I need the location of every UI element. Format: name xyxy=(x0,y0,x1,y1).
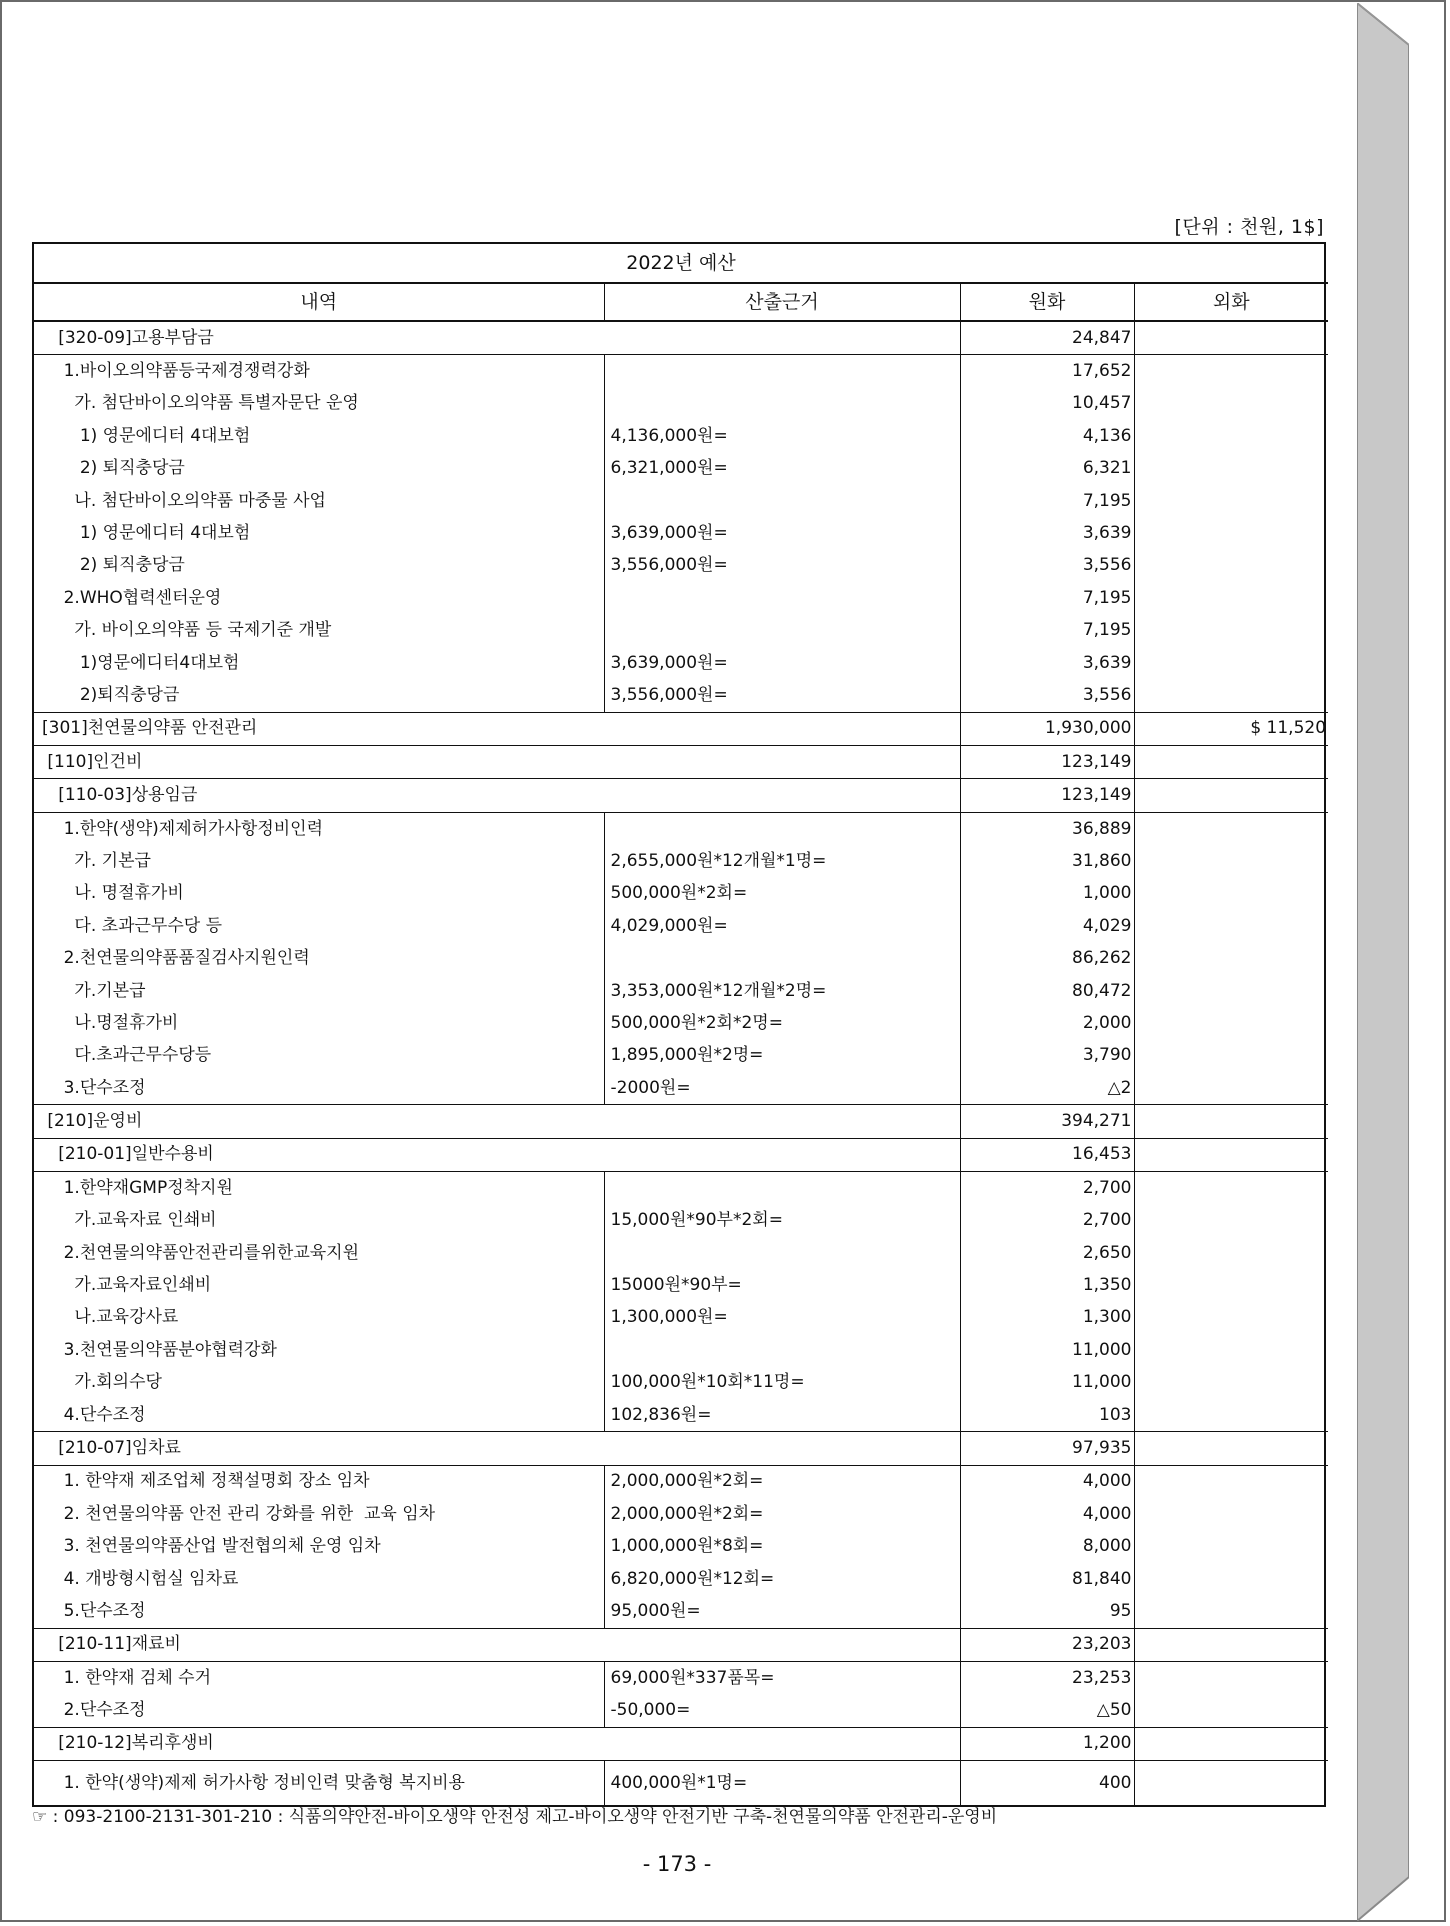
table-row xyxy=(34,975,1328,1007)
basis-cell xyxy=(604,1237,960,1269)
foreign-amount-cell xyxy=(1134,1595,1328,1628)
table-row xyxy=(34,1138,1328,1171)
table-row xyxy=(34,679,1328,712)
basis-cell: 4,136,000원= xyxy=(604,420,960,452)
table-row xyxy=(34,420,1328,452)
foreign-amount-cell xyxy=(1134,1072,1328,1105)
foreign-amount-cell xyxy=(1134,1563,1328,1595)
item-cell: 가. 바이오의약품 등 국제기준 개발 xyxy=(34,615,604,647)
foreign-amount-cell xyxy=(1134,910,1328,942)
krw-amount-cell: 4,136 xyxy=(960,420,1134,452)
basis-cell: 3,556,000원= xyxy=(604,679,960,712)
item-cell: 3.단수조정 xyxy=(34,1072,604,1105)
foreign-amount-cell xyxy=(1134,1465,1328,1498)
table-title: 2022년 예산 xyxy=(34,244,1328,283)
basis-cell xyxy=(604,615,960,647)
basis-cell: 2,655,000원*12개월*1명= xyxy=(604,845,960,877)
basis-cell: 15000원*90부= xyxy=(604,1269,960,1301)
item-cell: 3. 천연물의약품산업 발전협의체 운영 임차 xyxy=(34,1530,604,1562)
foreign-amount-cell xyxy=(1134,517,1328,549)
item-cell: 2) 퇴직충당금 xyxy=(34,550,604,582)
table-row xyxy=(34,355,1328,388)
basis-cell: 102,836원= xyxy=(604,1399,960,1432)
table-row xyxy=(34,1595,1328,1628)
basis-cell: 2,000,000원*2회= xyxy=(604,1498,960,1530)
krw-amount-cell: 7,195 xyxy=(960,615,1134,647)
item-cell: 다. 초과근무수당 등 xyxy=(34,910,604,942)
krw-amount-cell: 2,000 xyxy=(960,1007,1134,1039)
basis-cell: 95,000원= xyxy=(604,1595,960,1628)
krw-amount-cell: 7,195 xyxy=(960,485,1134,517)
basis-cell xyxy=(604,355,960,388)
table-row xyxy=(34,453,1328,485)
foreign-amount-cell xyxy=(1134,615,1328,647)
table-row xyxy=(34,1432,1328,1465)
krw-amount-cell: △50 xyxy=(960,1694,1134,1727)
krw-amount-cell: 3,556 xyxy=(960,550,1134,582)
krw-amount-cell: 97,935 xyxy=(960,1432,1134,1465)
foreign-amount-cell xyxy=(1134,1399,1328,1432)
basis-cell: 3,639,000원= xyxy=(604,647,960,679)
foreign-amount-cell xyxy=(1134,321,1328,355)
item-cell: [110-03]상용임금 xyxy=(34,779,960,812)
item-cell: 1.바이오의약품등국제경쟁력강화 xyxy=(34,355,604,388)
table-row xyxy=(34,1205,1328,1237)
unit-label: [단위 : 천원, 1$] xyxy=(1174,216,1324,238)
krw-amount-cell: 11,000 xyxy=(960,1334,1134,1366)
table-row xyxy=(34,1334,1328,1366)
table-row xyxy=(34,910,1328,942)
table-row xyxy=(34,845,1328,877)
item-cell: 2. 천연물의약품 안전 관리 강화를 위한 교육 임차 xyxy=(34,1498,604,1530)
krw-amount-cell: 394,271 xyxy=(960,1105,1134,1138)
table-row xyxy=(34,1007,1328,1039)
basis-cell: 1,000,000원*8회= xyxy=(604,1530,960,1562)
item-cell: [210-12]복리후생비 xyxy=(34,1727,960,1760)
basis-cell xyxy=(604,1172,960,1205)
krw-amount-cell: 1,350 xyxy=(960,1269,1134,1301)
basis-cell xyxy=(604,942,960,974)
krw-amount-cell: 10,457 xyxy=(960,388,1134,420)
item-cell: 1) 영문에디터 4대보험 xyxy=(34,517,604,549)
item-cell: 나. 명절휴가비 xyxy=(34,878,604,910)
basis-cell: 3,556,000원= xyxy=(604,550,960,582)
page-stack-edge xyxy=(1357,3,1409,1921)
krw-amount-cell: △2 xyxy=(960,1072,1134,1105)
item-cell: 나.교육강사료 xyxy=(34,1302,604,1334)
item-cell: 2.천연물의약품품질검사지원인력 xyxy=(34,942,604,974)
basis-cell: -2000원= xyxy=(604,1072,960,1105)
item-cell: 2) 퇴직충당금 xyxy=(34,453,604,485)
item-cell: 가. 기본급 xyxy=(34,845,604,877)
krw-amount-cell: 1,930,000 xyxy=(960,712,1134,745)
table-row xyxy=(34,1367,1328,1399)
item-cell: 1)영문에디터4대보험 xyxy=(34,647,604,679)
foreign-amount-cell xyxy=(1134,550,1328,582)
item-cell: 1.한약재GMP정착지원 xyxy=(34,1172,604,1205)
item-cell: [210-11]재료비 xyxy=(34,1628,960,1661)
krw-amount-cell: 4,000 xyxy=(960,1465,1134,1498)
krw-amount-cell: 2,650 xyxy=(960,1237,1134,1269)
table-row xyxy=(34,1628,1328,1661)
krw-amount-cell: 23,253 xyxy=(960,1662,1134,1695)
table-row xyxy=(34,517,1328,549)
table-row xyxy=(34,1269,1328,1301)
table-row xyxy=(34,1399,1328,1432)
krw-amount-cell: 4,000 xyxy=(960,1498,1134,1530)
table-row xyxy=(34,1727,1328,1760)
budget-code-footnote: ☞ : 093-2100-2131-301-210 : 식품의약안전-바이오생약 안전성 제고-바이오생약 안전기반 구축-천연물의약품 안전관리-운영비 xyxy=(32,1807,998,1827)
table-row xyxy=(34,1761,1328,1806)
item-cell: 5.단수조정 xyxy=(34,1595,604,1628)
foreign-amount-cell xyxy=(1134,1498,1328,1530)
basis-cell xyxy=(604,485,960,517)
foreign-amount-cell xyxy=(1134,1432,1328,1465)
basis-cell: 4,029,000원= xyxy=(604,910,960,942)
table-row xyxy=(34,1530,1328,1562)
table-row xyxy=(34,942,1328,974)
krw-amount-cell: 400 xyxy=(960,1761,1134,1806)
item-cell: 가.기본급 xyxy=(34,975,604,1007)
table-row xyxy=(34,1465,1328,1498)
item-cell: [210-07]임차료 xyxy=(34,1432,960,1465)
item-cell: 4.단수조정 xyxy=(34,1399,604,1432)
table-row xyxy=(34,1237,1328,1269)
foreign-amount-cell xyxy=(1134,1205,1328,1237)
basis-cell: 100,000원*10회*11명= xyxy=(604,1367,960,1399)
table-row xyxy=(34,1662,1328,1695)
item-cell: 3.천연물의약품분야협력강화 xyxy=(34,1334,604,1366)
foreign-amount-cell xyxy=(1134,388,1328,420)
table-row xyxy=(34,1498,1328,1530)
krw-amount-cell: 3,790 xyxy=(960,1040,1134,1072)
basis-cell xyxy=(604,582,960,614)
foreign-amount-cell xyxy=(1134,779,1328,812)
table-row xyxy=(34,1302,1328,1334)
table-row xyxy=(34,485,1328,517)
foreign-amount-cell xyxy=(1134,1040,1328,1072)
krw-amount-cell: 17,652 xyxy=(960,355,1134,388)
column-header-foreign: 외화 xyxy=(1134,283,1328,321)
item-cell: 나. 첨단바이오의약품 마중물 사업 xyxy=(34,485,604,517)
item-cell: 가.교육자료 인쇄비 xyxy=(34,1205,604,1237)
table-row xyxy=(34,388,1328,420)
foreign-amount-cell xyxy=(1134,1302,1328,1334)
basis-cell: 3,353,000원*12개월*2명= xyxy=(604,975,960,1007)
krw-amount-cell: 23,203 xyxy=(960,1628,1134,1661)
basis-cell: 69,000원*337품목= xyxy=(604,1662,960,1695)
foreign-amount-cell xyxy=(1134,355,1328,388)
basis-cell: 15,000원*90부*2회= xyxy=(604,1205,960,1237)
krw-amount-cell: 1,200 xyxy=(960,1727,1134,1760)
krw-amount-cell: 16,453 xyxy=(960,1138,1134,1171)
basis-cell: 6,321,000원= xyxy=(604,453,960,485)
krw-amount-cell: 8,000 xyxy=(960,1530,1134,1562)
column-header-item: 내역 xyxy=(34,283,604,321)
item-cell: 가.교육자료인쇄비 xyxy=(34,1269,604,1301)
table-row xyxy=(34,1563,1328,1595)
item-cell: [210-01]일반수용비 xyxy=(34,1138,960,1171)
item-cell: 2.천연물의약품안전관리를위한교육지원 xyxy=(34,1237,604,1269)
krw-amount-cell: 81,840 xyxy=(960,1563,1134,1595)
krw-amount-cell: 1,300 xyxy=(960,1302,1134,1334)
foreign-amount-cell xyxy=(1134,453,1328,485)
foreign-amount-cell xyxy=(1134,975,1328,1007)
table-row xyxy=(34,746,1328,779)
table-row xyxy=(34,1694,1328,1727)
foreign-amount-cell xyxy=(1134,420,1328,452)
item-cell: 2.단수조정 xyxy=(34,1694,604,1727)
foreign-amount-cell xyxy=(1134,1727,1328,1760)
foreign-amount-cell xyxy=(1134,582,1328,614)
foreign-amount-cell xyxy=(1134,1530,1328,1562)
basis-cell xyxy=(604,1334,960,1366)
foreign-amount-cell xyxy=(1134,812,1328,845)
column-header-basis: 산출근거 xyxy=(604,283,960,321)
basis-cell: 3,639,000원= xyxy=(604,517,960,549)
item-cell: 2)퇴직충당금 xyxy=(34,679,604,712)
item-cell: 1. 한약재 검체 수거 xyxy=(34,1662,604,1695)
foreign-amount-cell xyxy=(1134,1237,1328,1269)
basis-cell: -50,000= xyxy=(604,1694,960,1727)
krw-amount-cell: 11,000 xyxy=(960,1367,1134,1399)
table-row xyxy=(34,550,1328,582)
item-cell: 가. 첨단바이오의약품 특별자문단 운영 xyxy=(34,388,604,420)
foreign-amount-cell xyxy=(1134,746,1328,779)
table-row xyxy=(34,582,1328,614)
foreign-amount-cell xyxy=(1134,1172,1328,1205)
item-cell: 1) 영문에디터 4대보험 xyxy=(34,420,604,452)
basis-cell xyxy=(604,388,960,420)
foreign-amount-cell xyxy=(1134,1628,1328,1661)
krw-amount-cell: 3,556 xyxy=(960,679,1134,712)
table-row xyxy=(34,712,1328,745)
krw-amount-cell: 3,639 xyxy=(960,517,1134,549)
item-cell: [210]운영비 xyxy=(34,1105,960,1138)
table-row xyxy=(34,1105,1328,1138)
item-cell: [320-09]고용부담금 xyxy=(34,321,960,355)
page-number: - 173 - xyxy=(642,1852,712,1876)
foreign-amount-cell xyxy=(1134,1138,1328,1171)
foreign-amount-cell xyxy=(1134,1662,1328,1695)
krw-amount-cell: 2,700 xyxy=(960,1172,1134,1205)
basis-cell: 1,300,000원= xyxy=(604,1302,960,1334)
foreign-amount-cell xyxy=(1134,1269,1328,1301)
basis-cell: 400,000원*1명= xyxy=(604,1761,960,1806)
krw-amount-cell: 123,149 xyxy=(960,779,1134,812)
item-cell: [301]천연물의약품 안전관리 xyxy=(34,712,960,745)
foreign-amount-cell xyxy=(1134,1761,1328,1806)
table-body xyxy=(34,321,1328,1805)
table-row xyxy=(34,779,1328,812)
foreign-amount-cell xyxy=(1134,1367,1328,1399)
krw-amount-cell: 3,639 xyxy=(960,647,1134,679)
item-cell: 1. 한약(생약)제제 허가사항 정비인력 맞춤형 복지비용 xyxy=(34,1761,604,1806)
foreign-amount-cell xyxy=(1134,679,1328,712)
table-row xyxy=(34,1040,1328,1072)
foreign-amount-cell xyxy=(1134,485,1328,517)
krw-amount-cell: 4,029 xyxy=(960,910,1134,942)
krw-amount-cell: 6,321 xyxy=(960,453,1134,485)
basis-cell xyxy=(604,812,960,845)
krw-amount-cell: 36,889 xyxy=(960,812,1134,845)
foreign-amount-cell xyxy=(1134,1694,1328,1727)
item-cell: 4. 개방형시험실 임차료 xyxy=(34,1563,604,1595)
krw-amount-cell: 2,700 xyxy=(960,1205,1134,1237)
krw-amount-cell: 103 xyxy=(960,1399,1134,1432)
table-row xyxy=(34,1172,1328,1205)
table-row xyxy=(34,321,1328,355)
krw-amount-cell: 7,195 xyxy=(960,582,1134,614)
item-cell: 2.WHO협력센터운영 xyxy=(34,582,604,614)
column-header-krw: 원화 xyxy=(960,283,1134,321)
item-cell: 가.회의수당 xyxy=(34,1367,604,1399)
basis-cell: 2,000,000원*2회= xyxy=(604,1465,960,1498)
krw-amount-cell: 31,860 xyxy=(960,845,1134,877)
krw-amount-cell: 24,847 xyxy=(960,321,1134,355)
foreign-amount-cell xyxy=(1134,1334,1328,1366)
budget-table xyxy=(32,242,1326,1807)
table-row xyxy=(34,615,1328,647)
foreign-amount-cell xyxy=(1134,1105,1328,1138)
item-cell: 1. 한약재 제조업체 정책설명회 장소 임차 xyxy=(34,1465,604,1498)
foreign-amount-cell: $ 11,520 xyxy=(1134,712,1328,745)
foreign-amount-cell xyxy=(1134,647,1328,679)
foreign-amount-cell xyxy=(1134,878,1328,910)
table-row xyxy=(34,878,1328,910)
foreign-amount-cell xyxy=(1134,845,1328,877)
foreign-amount-cell xyxy=(1134,942,1328,974)
item-cell: 나.명절휴가비 xyxy=(34,1007,604,1039)
krw-amount-cell: 1,000 xyxy=(960,878,1134,910)
foreign-amount-cell xyxy=(1134,1007,1328,1039)
basis-cell: 6,820,000원*12회= xyxy=(604,1563,960,1595)
krw-amount-cell: 80,472 xyxy=(960,975,1134,1007)
item-cell: 1.한약(생약)제제허가사항정비인력 xyxy=(34,812,604,845)
krw-amount-cell: 86,262 xyxy=(960,942,1134,974)
krw-amount-cell: 95 xyxy=(960,1595,1134,1628)
item-cell: [110]인건비 xyxy=(34,746,960,779)
basis-cell: 1,895,000원*2명= xyxy=(604,1040,960,1072)
table-row xyxy=(34,812,1328,845)
basis-cell: 500,000원*2회= xyxy=(604,878,960,910)
basis-cell: 500,000원*2회*2명= xyxy=(604,1007,960,1039)
table-row xyxy=(34,647,1328,679)
krw-amount-cell: 123,149 xyxy=(960,746,1134,779)
table-row xyxy=(34,1072,1328,1105)
item-cell: 다.초과근무수당등 xyxy=(34,1040,604,1072)
